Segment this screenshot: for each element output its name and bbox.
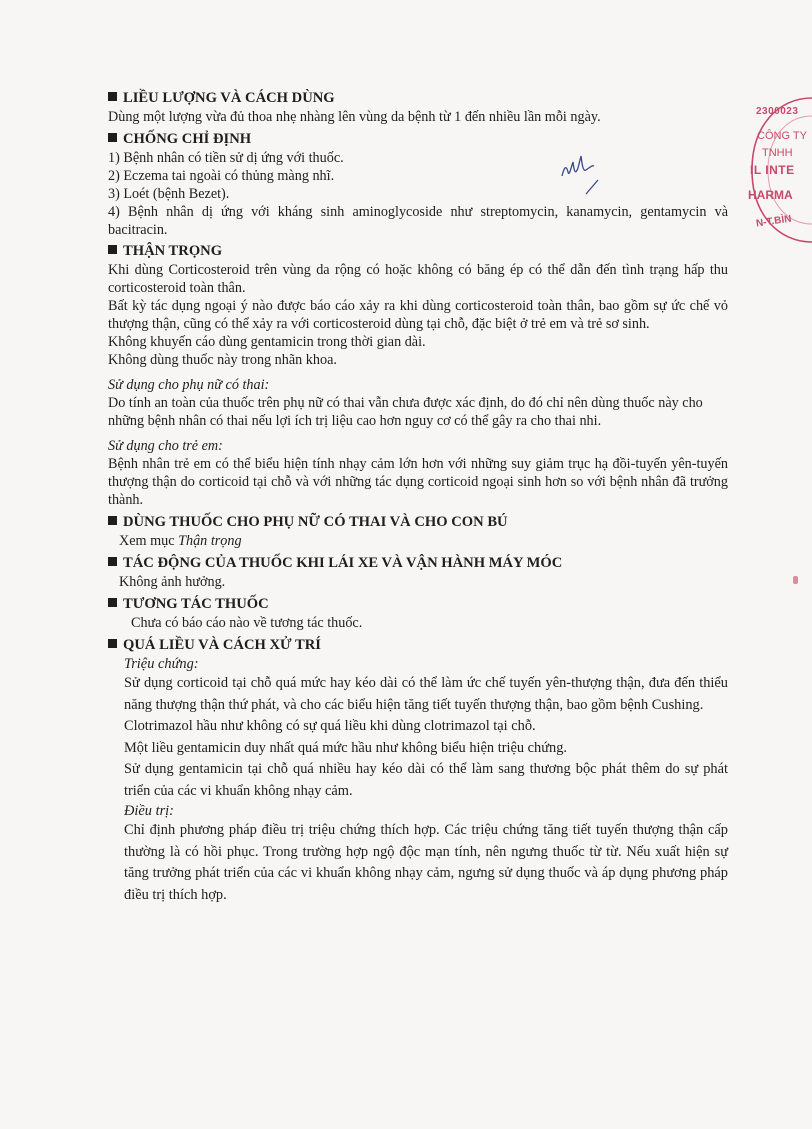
list-item: 2) Eczema tai ngoài có thủng màng nhĩ.: [108, 168, 335, 184]
paragraph: Bất kỳ tác dụng ngoại ý nào được báo cáo xảy ra khi dùng corticosteroid toàn thân, bao gồm sự ức chế vỏ thượng thận, cũng có thể xảy ra với corticosteroid dùng tại chỗ, đặc biệt ở trẻ em và trẻ sơ sinh.: [108, 298, 728, 332]
symptom-paragraph: Clotrimazol hầu như không có sự quá liều khi dùng clotrimazol tại chỗ.: [124, 718, 536, 734]
lactation-text-ref: Thận trọng: [178, 533, 242, 549]
driving-text: Không ảnh hưởng.: [119, 574, 226, 590]
bullet-square-icon: [108, 598, 117, 607]
section-heading: [108, 636, 728, 655]
section-interactions: [108, 595, 728, 632]
symptom-paragraph: Sử dụng corticoid tại chỗ quá mức hay kéo dài có thể làm ức chế tuyến yên-thượng thận, đưa đến thiểu năng thượng thận thứ phát, và cho các biểu hiện tăng tiết tuyến thượng thận, bao gồm bệnh Cushing.: [124, 675, 728, 713]
heading-text: TƯƠNG TÁC THUỐC: [123, 596, 269, 612]
bullet-square-icon: [108, 92, 117, 101]
stamp-text: 2300023: [756, 106, 799, 117]
subheading-treatment: Điều trị:: [124, 803, 174, 819]
interactions-text: Chưa có báo cáo nào về tương tác thuốc.: [131, 615, 363, 631]
section-heading: [108, 513, 728, 532]
lactation-text: [108, 532, 728, 550]
list-item: 4) Bệnh nhân dị ứng với kháng sinh aminoglycoside như streptomycin, kanamycin, gentamycin và bacitracin.: [108, 204, 728, 238]
section-heading: [108, 595, 728, 614]
section-heading: [108, 554, 728, 573]
subheading-pregnancy: Sử dụng cho phụ nữ có thai:: [108, 377, 270, 393]
subheading-symptoms: Triệu chứng:: [124, 656, 199, 672]
heading-text: TÁC ĐỘNG CỦA THUỐC KHI LÁI XE VÀ VẬN HÀNH MÁY MÓC: [123, 555, 563, 571]
section-heading: [108, 242, 728, 261]
section-heading: [108, 89, 728, 108]
section-contraindications: [108, 130, 728, 239]
stamp-text: CÔNG TY: [757, 130, 807, 142]
heading-text: CHỐNG CHỈ ĐỊNH: [123, 131, 252, 147]
subheading-children: Sử dụng cho trẻ em:: [108, 438, 223, 454]
section-overdose: [108, 636, 728, 906]
section-lactation: [108, 513, 728, 550]
children-text: Bệnh nhân trẻ em có thể biểu hiện tính nhạy cảm lớn hơn với những suy giảm trục hạ đồi-tuyến yên-tuyến thượng thận do corticoid tại chỗ và với những tác dụng corticoid ngoại sinh hơn so với bệnh nhân đã trưởng thành.: [108, 456, 728, 508]
section-precautions: [108, 242, 728, 509]
section-heading: [108, 130, 728, 149]
heading-text: DÙNG THUỐC CHO PHỤ NỮ CÓ THAI VÀ CHO CON BÚ: [123, 514, 508, 530]
lactation-text-prefix: Xem mục: [119, 533, 179, 549]
paragraph: Khi dùng Corticosteroid trên vùng da rộng có hoặc không có băng ép có thể dẫn đến tình trạng hấp thu corticosteroid toàn thân.: [108, 262, 728, 296]
bullet-square-icon: [108, 245, 117, 254]
stamp-text: N-T.BÌN: [755, 213, 793, 230]
ink-mark: [793, 576, 798, 584]
section-driving: [108, 554, 728, 591]
bullet-square-icon: [108, 516, 117, 525]
heading-text: QUÁ LIỀU VÀ CÁCH XỬ TRÍ: [123, 637, 321, 653]
list-item: 3) Loét (bệnh Bezet).: [108, 186, 230, 202]
paragraph: Không khuyến cáo dùng gentamicin trong thời gian dài.: [108, 334, 426, 350]
pregnancy-text: Do tính an toàn của thuốc trên phụ nữ có thai vẫn chưa được xác định, do đó chỉ nên dùng thuốc này cho những bệnh nhân có thai nếu lợi ích trị liệu cao hơn nguy cơ có thể gây ra cho thai nhi.: [108, 395, 703, 429]
stamp-text: TNHH: [762, 147, 793, 159]
dosage-text: Dùng một lượng vừa đủ thoa nhẹ nhàng lên vùng da bệnh từ 1 đến nhiều lần mỗi ngày.: [108, 109, 601, 125]
heading-text: THẬN TRỌNG: [123, 243, 223, 259]
bullet-square-icon: [108, 133, 117, 142]
stamp-text: HARMA: [748, 188, 793, 202]
bullet-square-icon: [108, 557, 117, 566]
heading-text: LIỀU LƯỢNG VÀ CÁCH DÙNG: [123, 90, 335, 106]
signature-mark: [556, 150, 608, 203]
treatment-text: Chỉ định phương pháp điều trị triệu chứng thích hợp. Các triệu chứng tăng tiết tuyến thượng thận cấp thường là có hồi phục. Trong trường hợp ngộ độc mạn tính, nên ngưng thuốc từ từ. Nếu xuất hiện sự tăng trưởng phát triển của các vi khuẩn không nhạy cảm, ngưng sử dụng thuốc và áp dụng phương pháp điều trị thích hợp.: [124, 822, 728, 903]
symptom-paragraph: Một liều gentamicin duy nhất quá mức hầu như không biểu hiện triệu chứng.: [124, 739, 568, 756]
section-dosage: [108, 89, 728, 126]
company-stamp: [748, 96, 812, 244]
symptom-paragraph: Sử dụng gentamicin tại chỗ quá nhiều hay kéo dài có thể làm sang thương bộc phát thêm do sự phát triển của các vi khuẩn không nhạy cảm.: [124, 761, 728, 799]
list-item: 1) Bệnh nhân có tiền sử dị ứng với thuốc.: [108, 150, 344, 166]
bullet-square-icon: [108, 639, 117, 648]
stamp-text: IL INTE: [750, 163, 795, 177]
paragraph: Không dùng thuốc này trong nhãn khoa.: [108, 352, 337, 368]
document-content: [108, 86, 728, 906]
